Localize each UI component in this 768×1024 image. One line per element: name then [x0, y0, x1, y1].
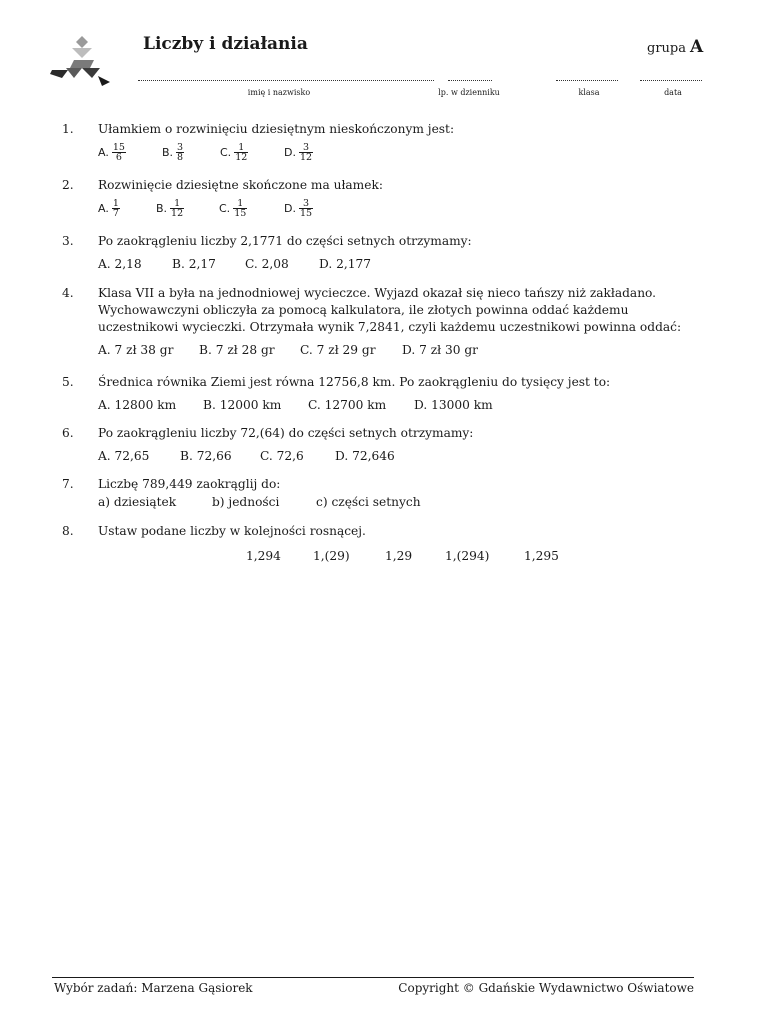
class-field-label: klasa: [578, 88, 600, 97]
question-text: Średnica równika Ziemi jest równa 12756,8 km. Po zaokrągleniu do tysięcy jest to:: [98, 375, 611, 389]
answer-row: [98, 256, 371, 271]
question-text: Klasa VII a była na jednodniowej wycieczce. Wyjazd okazał się nieco tańszy niż zakładano. Wychowawczyni obliczyła za pomocą kalkulatora, ile złotych powinna oddać każdemu uczestnikowi wycieczki. Otrzymała wynik 7,2841, czyli każdemu uczestnikowi powinna oddać:: [98, 286, 682, 334]
group-label: grupa: [647, 41, 686, 56]
date-field-label: data: [664, 88, 682, 97]
fraction: $\frac{15}{6}$: [112, 142, 125, 163]
question-text: Po zaokrągleniu liczby 2,1771 do części setnych otrzymamy:: [98, 234, 472, 248]
footer-author: Wybór zadań: Marzena Gąsiorek: [54, 981, 253, 995]
answer-d: D. 72,646: [335, 448, 395, 463]
question-number: 8.: [62, 524, 74, 538]
question-number: 4.: [62, 286, 74, 300]
date-field-line: [640, 80, 702, 81]
number-field-line: [448, 80, 492, 81]
question-number: 5.: [62, 375, 74, 389]
footer-divider: [52, 977, 694, 978]
worksheet-title: Liczby i działania: [143, 34, 308, 54]
answer-d: D. 2,177: [319, 256, 371, 271]
answer-b: B. $\frac{1}{12}$: [156, 198, 184, 219]
answer-c: C. 12700 km: [308, 397, 387, 412]
answer-c: C. 7 zł 29 gr: [300, 342, 376, 357]
question-number: 2.: [62, 178, 74, 192]
answer-a: A. 72,65: [98, 448, 150, 463]
question-text: Liczbę 789,449 zaokrąglij do:: [98, 477, 281, 491]
fraction: $\frac{1}{15}$: [234, 198, 247, 219]
answer-row: [98, 143, 313, 162]
name-field-label: imię i nazwisko: [247, 88, 311, 97]
answer-row: [98, 448, 395, 463]
answer-c: C. 72,6: [260, 448, 304, 463]
question-text: Ustaw podane liczby w kolejności rosnącej.: [98, 524, 366, 538]
answer-a: A. 12800 km: [98, 397, 177, 412]
fraction: $\frac{1}{7}$: [112, 198, 119, 219]
question-number: 1.: [62, 122, 74, 136]
answer-b: B. 2,17: [172, 256, 216, 271]
fraction: $\frac{1}{12}$: [171, 198, 184, 219]
answer-a: a) dziesiątek: [98, 494, 177, 509]
name-field-line: [138, 80, 434, 81]
sequence-number: 1,(29): [313, 549, 350, 563]
sequence-number: 1,294: [246, 549, 281, 563]
footer-copyright: Copyright © Gdańskie Wydawnictwo Oświatowe: [398, 981, 694, 995]
number-field-label: lp. w dzienniku: [438, 88, 500, 97]
answer-row: [98, 494, 421, 509]
answer-row: [98, 397, 493, 412]
group-indicator: [647, 37, 703, 57]
question-text: Ułamkiem o rozwinięciu dziesiętnym nieskończonym jest:: [98, 122, 455, 136]
answer-row: [98, 199, 313, 218]
group-value: A: [689, 37, 704, 57]
answer-d: D. 7 zł 30 gr: [402, 342, 478, 357]
number-sequence: [246, 549, 559, 563]
sequence-number: 1,(294): [445, 549, 490, 563]
answer-a: A. $\frac{15}{6}$: [98, 142, 125, 163]
answer-d: D. $\frac{3}{15}$: [284, 198, 313, 219]
answer-d: D. 13000 km: [414, 397, 493, 412]
question-number: 6.: [62, 426, 74, 440]
answer-b: B. 72,66: [180, 448, 232, 463]
answer-b: B. 12000 km: [203, 397, 282, 412]
fraction: $\frac{1}{12}$: [235, 142, 248, 163]
class-field-line: [556, 80, 618, 81]
question-text: Rozwinięcie dziesiętne skończone ma ułamek:: [98, 178, 383, 192]
answer-c: C. 2,08: [245, 256, 289, 271]
fraction: $\frac{3}{8}$: [177, 142, 184, 163]
sequence-number: 1,29: [385, 549, 413, 563]
answer-b: B. 7 zł 28 gr: [199, 342, 275, 357]
sequence-number: 1,295: [524, 549, 559, 563]
fraction: $\frac{3}{12}$: [299, 142, 313, 163]
answer-a: A. 7 zł 38 gr: [98, 342, 174, 357]
answer-c: C. $\frac{1}{15}$: [219, 198, 247, 219]
answer-a: A. $\frac{1}{7}$: [98, 198, 119, 219]
question-text: Po zaokrągleniu liczby 72,(64) do części setnych otrzymamy:: [98, 426, 474, 440]
question-number: 3.: [62, 234, 74, 248]
tangram-logo: [48, 34, 114, 88]
question-number: 7.: [62, 477, 74, 491]
answer-row: [98, 342, 478, 357]
answer-a: A. 2,18: [98, 256, 142, 271]
answer-c: C. $\frac{1}{12}$: [220, 142, 248, 163]
answer-b: B. $\frac{3}{8}$: [162, 142, 184, 163]
answer-c: c) części setnych: [316, 494, 421, 509]
answer-d: D. $\frac{3}{12}$: [284, 142, 313, 163]
fraction: $\frac{3}{15}$: [299, 198, 313, 219]
answer-b: b) jedności: [212, 494, 280, 509]
